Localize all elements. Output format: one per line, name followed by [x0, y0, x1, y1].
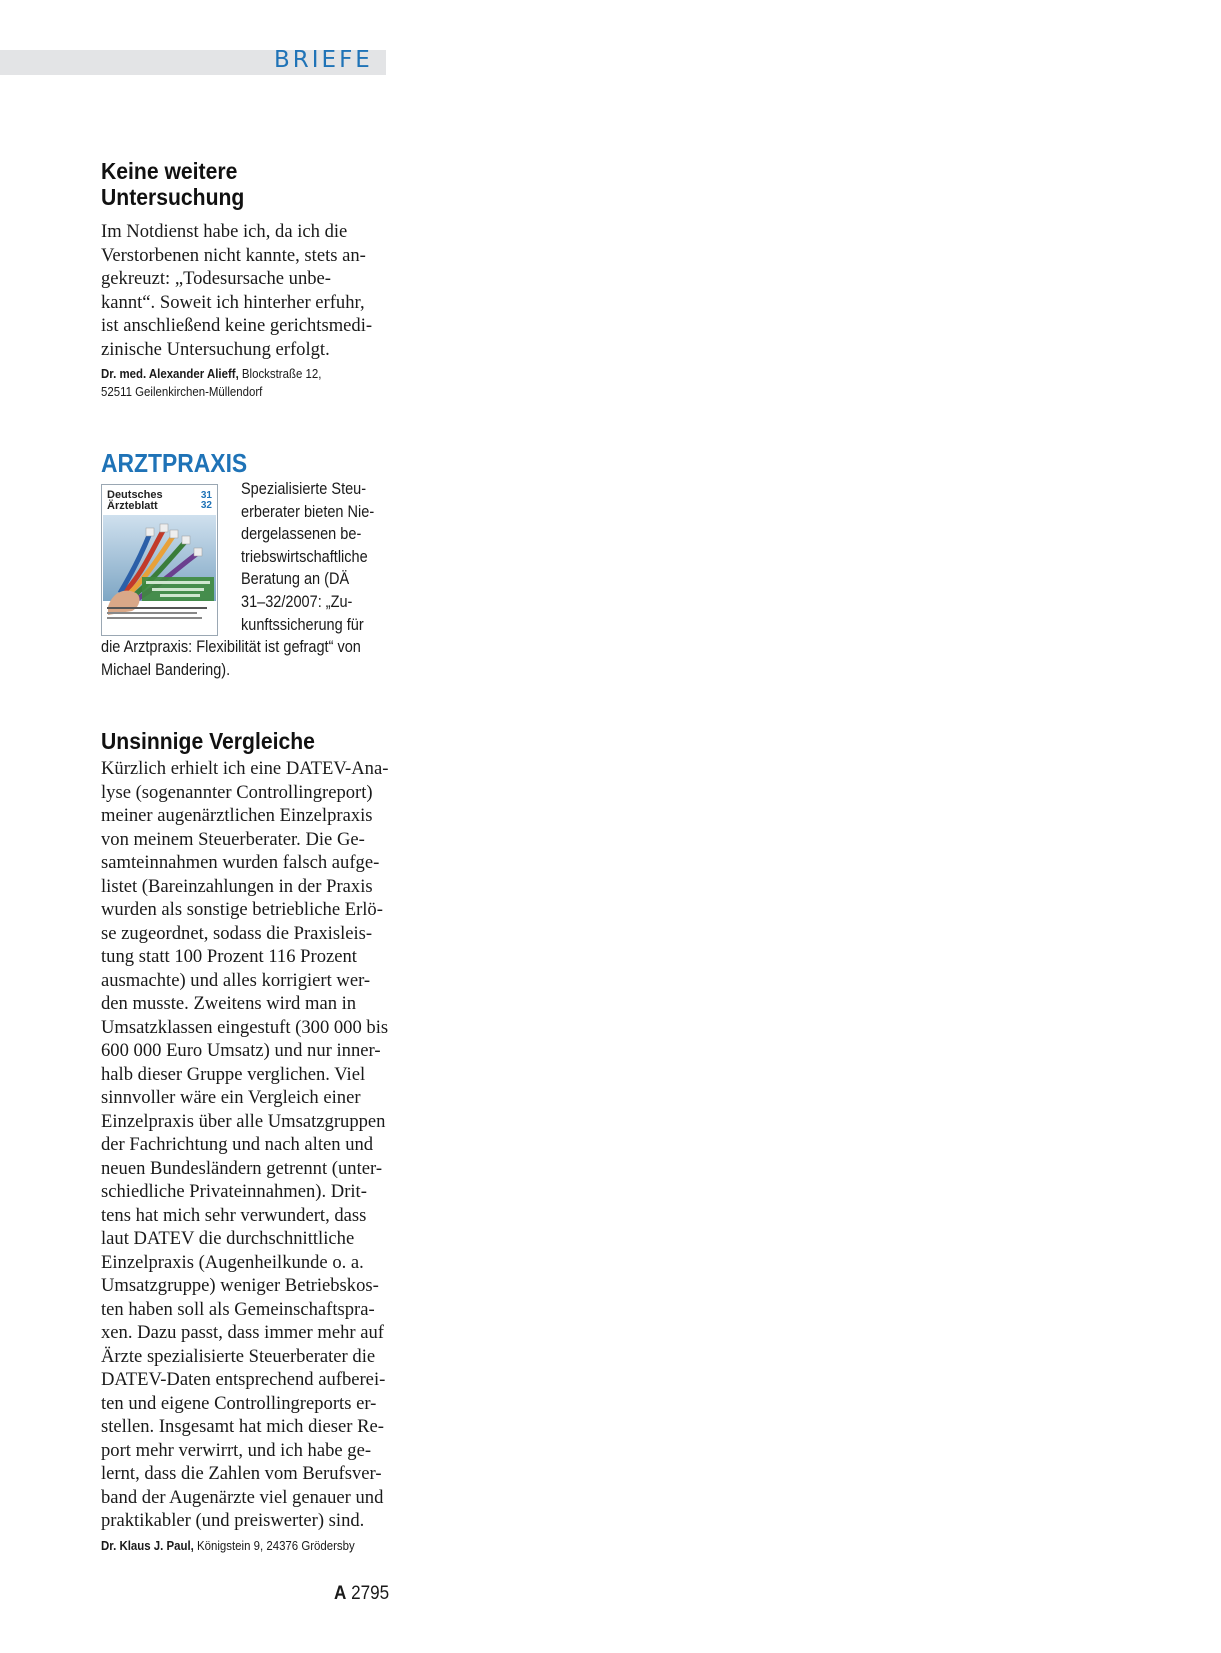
- letter-body-line: ist anschließend keine gerichtsmedi-: [101, 315, 373, 336]
- letter-body-line: listet (Bareinzahlungen in der Praxis: [101, 875, 373, 897]
- letter-body-line: von meinem Steuerberater. Die Ge-: [101, 828, 365, 850]
- letter-unsinnige-vergleiche: [101, 728, 387, 1554]
- letter-body-line: ten haben soll als Gemeinschaftspra-: [101, 1298, 375, 1320]
- author-address-line-2: 52511 Geilenkirchen-Müllendorf: [101, 383, 263, 399]
- letter-body-line: ausmachte) und alles korrigiert wer-: [101, 969, 371, 991]
- teaser-line: kunftssicherung für: [241, 615, 364, 634]
- teaser-line: erberater bieten Nie-: [241, 502, 375, 521]
- teaser-line: dergelassenen be-: [241, 525, 362, 544]
- letter-body-line: xen. Dazu passt, dass immer mehr auf: [101, 1322, 384, 1343]
- letter-body-line: Einzelpraxis (Augenheilkunde o. a.: [101, 1251, 364, 1273]
- letter-body: [101, 757, 387, 1533]
- letter-body-line: Kürzlich erhielt ich eine DATEV-Ana-: [101, 758, 389, 779]
- letter-headline: Unsinnige Vergleiche: [101, 728, 315, 754]
- letter-keine-weitere-untersuchung: [101, 158, 387, 400]
- letter-body-line: lyse (sogenannter Controllingreport): [101, 781, 373, 803]
- cover-title-line-1: Deutsches: [107, 489, 163, 501]
- letter-signature: [101, 1537, 353, 1555]
- letter-body-line: neuen Bundesländern getrennt (unter-: [101, 1157, 383, 1179]
- magazine-cover-thumbnail: [101, 484, 218, 636]
- letter-body-line: schiedliche Privateinnahmen). Drit-: [101, 1181, 367, 1202]
- letter-body-line: Ärzte spezialisierte Steuerberater die: [101, 1345, 376, 1367]
- letter-body-line: halb dieser Gruppe verglichen. Viel: [101, 1063, 366, 1085]
- letter-body-line: wurden als sonstige betriebliche Erlö-: [101, 899, 383, 920]
- letter-body-line: port mehr verwirrt, und ich habe ge-: [101, 1439, 372, 1461]
- letter-body-line: kannt“. Soweit ich hinterher erfuhr,: [101, 291, 365, 313]
- teaser-line: 31–32/2007: „Zu-: [241, 592, 353, 611]
- teaser-line: Spezialisierte Steu-: [241, 480, 367, 498]
- section-header-label: BRIEFE: [274, 47, 373, 73]
- cover-issue-number: [201, 491, 212, 511]
- letter-body-line: den musste. Zweitens wird man in: [101, 993, 357, 1014]
- letter-body-line: se zugeordnet, sodass die Praxisleis-: [101, 922, 373, 944]
- page-number-value: 2795: [346, 1583, 390, 1604]
- topic-label: ARZTPRAXIS: [101, 448, 248, 478]
- letter-body-line: Einzelpraxis über alle Umsatzgruppen: [101, 1110, 386, 1132]
- letter-body-line: samteinnahmen wurden falsch aufge-: [101, 852, 380, 873]
- cover-illustration: [102, 515, 217, 635]
- author-name: Dr. Klaus J. Paul,: [101, 1537, 194, 1553]
- author-address: Blockstraße 12,: [238, 366, 322, 381]
- letter-body-line: stellen. Insgesamt hat mich dieser Re-: [101, 1416, 384, 1437]
- topic-teaser-wrapped: [241, 478, 392, 636]
- cover-title-line-2: Ärzteblatt: [107, 500, 158, 512]
- author-address: Königstein 9, 24376 Grödersby: [193, 1537, 355, 1553]
- letter-body-line: band der Augenärzte viel genauer und: [101, 1486, 384, 1508]
- letter-body-line: tens hat mich sehr verwundert, dass: [101, 1204, 367, 1226]
- topic-teaser-full-width: [101, 636, 396, 681]
- letter-body-line: Verstorbenen nicht kannte, stets an-: [101, 244, 366, 266]
- letter-body-line: sinnvoller wäre ein Vergleich einer: [101, 1087, 361, 1108]
- cover-issue-line-2: 32: [200, 500, 212, 511]
- letter-body-line: Im Notdienst habe ich, da ich die: [101, 221, 348, 242]
- letter-headline-line-2: Untersuchung: [101, 184, 245, 210]
- author-name: Dr. med. Alexander Alieff,: [101, 366, 239, 381]
- page-prefix: A: [334, 1583, 347, 1604]
- page-number: [334, 1583, 389, 1605]
- letter-body-line: lernt, dass die Zahlen vom Berufsver-: [101, 1463, 382, 1484]
- letter-body-line: DATEV-Daten entsprechend aufberei-: [101, 1369, 386, 1390]
- letter-headline-line-1: Keine weitere: [101, 158, 238, 184]
- letter-body-line: zinische Untersuchung erfolgt.: [101, 338, 330, 360]
- cover-title: [107, 490, 163, 512]
- letter-body-line: 600 000 Euro Umsatz) und nur inner-: [101, 1040, 381, 1061]
- teaser-line: die Arztpraxis: Flexibilität ist gefragt“ von: [101, 638, 361, 656]
- letter-body-line: tung statt 100 Prozent 116 Prozent: [101, 946, 357, 967]
- letter-body-line: laut DATEV die durchschnittliche: [101, 1228, 355, 1249]
- teaser-line: Beratung an (DÄ: [241, 570, 350, 589]
- teaser-line: triebswirtschaftliche: [241, 547, 368, 566]
- letter-body-line: gekreuzt: „Todesursache unbe-: [101, 268, 331, 289]
- letter-body-line: meiner augenärztlichen Einzelpraxis: [101, 805, 373, 826]
- letter-body-line: praktikabler (und preiswerter) sind.: [101, 1510, 365, 1531]
- letter-signature: [101, 365, 353, 383]
- teaser-line: Michael Bandering).: [101, 660, 231, 679]
- letter-body-line: der Fachrichtung und nach alten und: [101, 1134, 374, 1155]
- cover-issue-line-1: 31: [200, 490, 212, 501]
- letter-body-line: Umsatzklassen eingestuft (300 000 bis: [101, 1016, 389, 1038]
- letter-body-line: Umsatzgruppe) weniger Betriebskos-: [101, 1275, 379, 1296]
- letter-body-line: ten und eigene Controllingreports er-: [101, 1392, 377, 1414]
